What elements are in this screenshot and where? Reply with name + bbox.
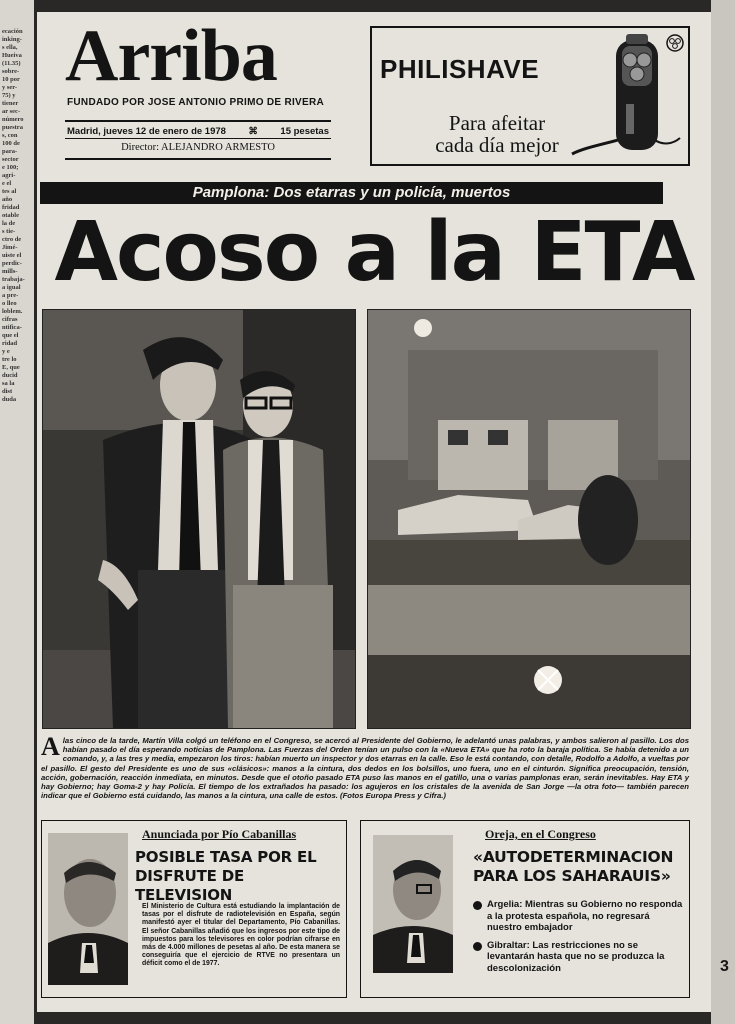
ad-brand: PHILISHAVE (380, 54, 540, 84)
adjacent-page-line: la de (2, 220, 16, 227)
masthead-rule-bottom (65, 158, 331, 160)
issue-price: 15 pesetas (280, 126, 329, 137)
masthead-rule-mid (65, 138, 331, 139)
adjacent-page-line: duda (2, 396, 17, 403)
caption-dropcap: A (41, 732, 60, 761)
adjacent-page-column (2, 28, 32, 404)
adjacent-page-line: sector (2, 156, 19, 163)
adjacent-page-line: y e (2, 348, 10, 355)
story-sahara-bullets (473, 899, 683, 974)
adjacent-page-line: número (2, 116, 24, 123)
adjacent-page-line: sa la (2, 380, 15, 387)
adjacent-page-line: s ella, (2, 44, 18, 51)
adjacent-page-line: tiener (2, 100, 19, 107)
adjacent-page-line: o lleo (2, 300, 17, 307)
philips-logo-icon (666, 34, 684, 52)
lead-headline: Acoso a la ETA (54, 205, 694, 300)
photo-pio-cabanillas (48, 833, 128, 985)
bullet-text: Argelia: Mientras su Gobierno no responda a la protesta española, no regresará nuestro embajador (487, 899, 683, 933)
caption-text: las cinco de la tarde, Martín Villa colgó un teléfono en el Congreso, se acercó al Presidente del Gobierno, le adelantó unas palabras, y ambos salieron al pasillo. Los dos habían pasado el día esperando noticias de Pamplona. Las Fuerzas del Orden tenían un pulso con la «Nueva ETA» que ha roto la baraja política. Se había detenido a un comando, y, a las tres y media, empezaron los tiros: habían muerto un inspector y dos etarras en la calle. Eso le está contando, con detalle, Rodolfo a Adolfo, a vueltas por el pasillo. El gesto del Presidente es uno de sus «clásicos»: manos a la cintura, dos dedos en los bolsillos, uno fuera, uno en el cinturón. Significa preocupación, tensión, acción, gobernación, reacción inmediata, en minutos. Desde que el otoño pasado ETA puso las manos en el gatillo, una o varias pamplonas eran, serán inevitables. Hay ETA y hay Gobierno; hay Goma-2 y hay Policía. El tiempo de los extrañados ha pasado: los agujeros en los cristales de la avenida de San Jorge —la otra foto— también parecen indicar que el Gobierno está cuidando, las manos a la cintura, una calle de estos. (Fotos Europa Press y Cifra.) (41, 736, 689, 801)
masthead-title: Arriba (65, 15, 277, 97)
adjacent-page-line: ntifica- (2, 324, 22, 331)
adjacent-page-line: (11.35) (2, 60, 21, 67)
adjacent-page-line: Jimé- (2, 244, 18, 251)
issue-date: Madrid, jueves 12 de enero de 1978 (67, 126, 226, 137)
adjacent-page-line: 100 de (2, 140, 20, 147)
adjacent-page-line: s, con (2, 132, 18, 139)
bullet-dot-icon (473, 901, 482, 910)
adjacent-page-line: para- (2, 148, 18, 155)
story-tv-body: El Ministerio de Cultura está estudiando la implantación de tasas por el disfrute de radiotelevisión en España, según manifestó ayer el titular del Departamento, Pío Cabanillas. El señor Cabanillas añadió que los ingresos por este tipo de impuestos para los televisores en color podrían cifrarse en más de 4.000 millones de pesetas al año. De esta manera se conseguiría que el ejercicio de RTVE no presentara un déficit como el de 1977. (142, 903, 340, 968)
lead-kicker: Pamplona: Dos etarras y un policía, muertos (40, 182, 663, 204)
adjacent-page-line: a pre- (2, 292, 19, 299)
story-sahara (360, 820, 690, 998)
adjacent-page-line: dist (2, 388, 13, 395)
adjacent-page-line: e el (2, 180, 12, 187)
adjacent-page-line: inking- (2, 36, 22, 43)
adjacent-right-page (711, 0, 735, 1024)
adjacent-page-line: 75) y (2, 92, 16, 99)
adjacent-page-line: mills- (2, 268, 18, 275)
adjacent-page-line: y ser- (2, 84, 18, 91)
ad-slogan (402, 112, 592, 156)
adjacent-page-line: s tie- (2, 228, 16, 235)
adjacent-page-line: ridad (2, 340, 18, 347)
adjacent-page-line: que el (2, 332, 19, 339)
adjacent-left-page (0, 0, 34, 1024)
adjacent-page-line: año (2, 196, 13, 203)
adjacent-page-line: sobre- (2, 68, 20, 75)
adjacent-page-line: perdic- (2, 260, 22, 267)
shaver-image (568, 34, 686, 162)
adjacent-page-line: otable (2, 212, 19, 219)
adjacent-page-line: ar sec- (2, 108, 21, 115)
adjacent-page-line: uiste el (2, 252, 22, 259)
adjacent-page-line: E, que (2, 364, 20, 371)
adjacent-page-line: ecación (2, 28, 23, 35)
adjacent-page-line: agri- (2, 172, 16, 179)
masthead-dateline (67, 126, 329, 137)
adjacent-page-line: ctro de (2, 236, 22, 243)
philishave-ad (370, 26, 690, 166)
adjacent-page-line: Hueiva (2, 52, 22, 59)
adjacent-page-line: fridad (2, 204, 20, 211)
adjacent-page-line: loblem. (2, 308, 23, 315)
adjacent-page-line: a igual (2, 284, 21, 291)
edition-mark: ⌘ (248, 126, 258, 137)
story-tv-headline: POSIBLE TASA POR EL DISFRUTE DE TELEVISION (135, 848, 317, 904)
ad-slogan-line1: Para afeitar (448, 111, 546, 135)
story-sahara-headline: «AUTODETERMINACION PARA LOS SAHARAUIS» (473, 848, 674, 885)
masthead-director: Director: ALEJANDRO ARMESTO (121, 142, 275, 153)
story-tv-kicker: Anunciada por Pío Cabanillas (142, 827, 297, 841)
adjacent-page-line: tre lo (2, 356, 17, 363)
bullet-dot-icon (473, 942, 482, 951)
adjacent-page-line: tes al (2, 188, 17, 195)
masthead-founded: FUNDADO POR JOSE ANTONIO PRIMO DE RIVERA (67, 97, 325, 108)
bullet-text: Gibraltar: Las restricciones no se levantarán hasta que no se produzca la descolonización (487, 939, 665, 974)
lead-caption (41, 732, 689, 801)
story-tv-tax (41, 820, 347, 998)
story-sahara-kicker: Oreja, en el Congreso (485, 827, 596, 841)
adjacent-page-line: e 100; (2, 164, 19, 171)
page-number: 3 (720, 958, 729, 975)
bullet-item (473, 940, 683, 975)
photo-suarez-martin-villa (42, 309, 356, 729)
adjacent-page-line: 10 por (2, 76, 20, 83)
adjacent-page-line: trabaja- (2, 276, 25, 283)
adjacent-page-line: ducid (2, 372, 18, 379)
photo-bullet-holes-window (367, 309, 691, 729)
adjacent-page-line: cifras (2, 316, 18, 323)
ad-slogan-line2: cada día mejor (435, 133, 559, 157)
masthead-rule-top (65, 120, 331, 122)
bullet-item (473, 899, 683, 934)
newspaper-front-page (37, 12, 711, 1012)
photo-oreja (373, 835, 453, 973)
adjacent-page-line: puestra (2, 124, 23, 131)
